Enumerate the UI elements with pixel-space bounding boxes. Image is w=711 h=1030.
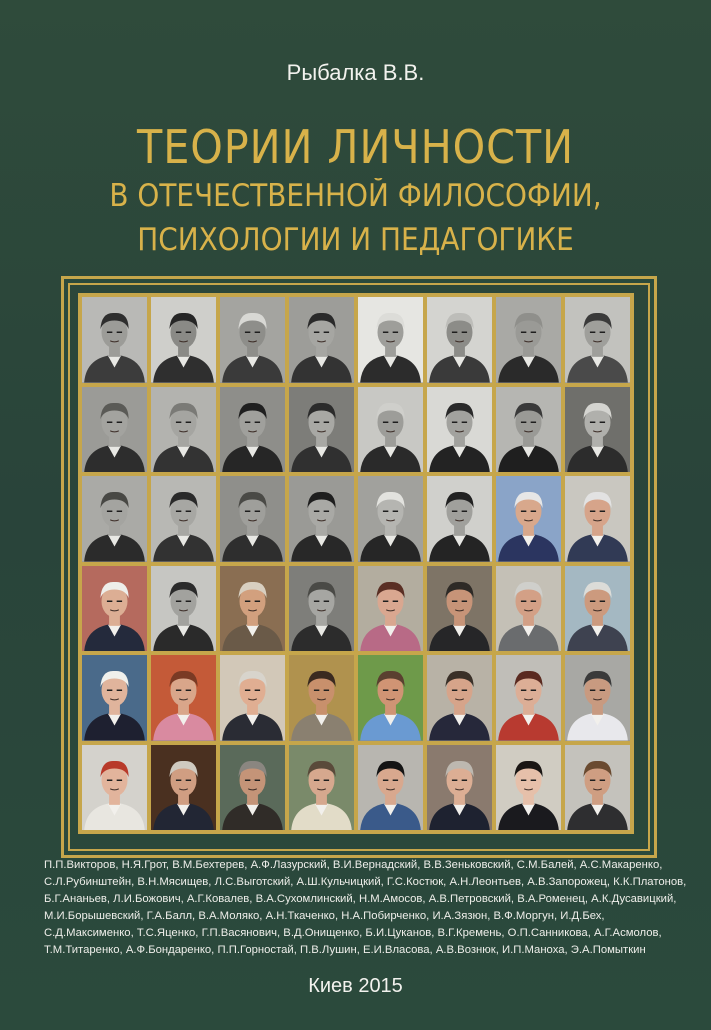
portrait-photo bbox=[220, 476, 285, 562]
portrait-image bbox=[151, 297, 216, 383]
portrait-image bbox=[220, 476, 285, 562]
portrait-photo bbox=[496, 297, 561, 383]
names-line: Т.М.Титаренко, А.Ф.Бондаренко, П.П.Горностай, П.В.Лушин, Е.И.Власова, А.В.Вознюк, И.П.Маноха, Э.А.Помыткин bbox=[44, 944, 646, 956]
portrait-photo bbox=[358, 387, 423, 473]
portrait-photo bbox=[427, 745, 492, 831]
portrait-photo bbox=[289, 387, 354, 473]
portrait-image bbox=[358, 476, 423, 562]
portrait-photo bbox=[289, 297, 354, 383]
book-subtitle-line-1: В ОТЕЧЕСТВЕННОЙ ФИЛОСОФИИ, bbox=[109, 178, 602, 214]
portrait-photo bbox=[289, 655, 354, 741]
portrait-image bbox=[565, 387, 630, 473]
portrait-photo bbox=[565, 745, 630, 831]
publication-place-year: Киев 2015 bbox=[308, 975, 403, 997]
portrait-image bbox=[82, 655, 147, 741]
portrait-image bbox=[496, 745, 561, 831]
portrait-image bbox=[358, 297, 423, 383]
portrait-photo bbox=[496, 476, 561, 562]
portrait-image bbox=[151, 655, 216, 741]
portrait-image bbox=[358, 566, 423, 652]
portrait-photo bbox=[565, 566, 630, 652]
portrait-photo bbox=[427, 566, 492, 652]
portrait-image bbox=[565, 566, 630, 652]
portrait-image bbox=[358, 387, 423, 473]
portrait-photo bbox=[220, 566, 285, 652]
portrait-image bbox=[220, 655, 285, 741]
portrait-image bbox=[427, 566, 492, 652]
names-list bbox=[44, 857, 687, 959]
portrait-photo bbox=[427, 297, 492, 383]
portrait-photo bbox=[565, 476, 630, 562]
portrait-photo bbox=[220, 297, 285, 383]
portrait-photo bbox=[358, 297, 423, 383]
portrait-image bbox=[496, 655, 561, 741]
portrait-image bbox=[289, 566, 354, 652]
portrait-image bbox=[151, 387, 216, 473]
author-name: Рыбалка В.В. bbox=[286, 60, 425, 85]
portrait-image bbox=[220, 745, 285, 831]
book-subtitle-line-2: ПСИХОЛОГИИ И ПЕДАГОГИКЕ bbox=[137, 222, 574, 258]
portrait-photo bbox=[220, 387, 285, 473]
portrait-photo bbox=[358, 655, 423, 741]
portrait-image bbox=[358, 745, 423, 831]
portrait-photo bbox=[427, 476, 492, 562]
names-line: Б.Г.Ананьев, Л.И.Божович, А.Г.Ковалев, В.А.Сухомлинский, Н.М.Амосов, А.В.Петровский, В.А.Роменец, А.К.Дусавицкий, bbox=[44, 893, 677, 905]
names-line: С.Д.Максименко, Т.С.Яценко, Г.П.Васянович, В.Д.Онищенко, Б.И.Цуканов, В.Г.Кремень, О.П.Санникова, А.Г.Асмолов, bbox=[44, 927, 662, 939]
portrait-photo bbox=[82, 387, 147, 473]
portrait-photo bbox=[151, 387, 216, 473]
portrait-image bbox=[289, 745, 354, 831]
portrait-image bbox=[427, 655, 492, 741]
portrait-photo bbox=[151, 476, 216, 562]
portrait-grid bbox=[78, 293, 634, 834]
portrait-image bbox=[82, 297, 147, 383]
portrait-image bbox=[289, 387, 354, 473]
portrait-image bbox=[220, 387, 285, 473]
portrait-image bbox=[496, 387, 561, 473]
portrait-photo bbox=[82, 745, 147, 831]
names-line: П.П.Викторов, Н.Я.Грот, В.М.Бехтерев, А.Ф.Лазурский, В.И.Вернадский, В.В.Зеньковский, С.М.Балей, А.С.Макаренко, bbox=[44, 859, 663, 871]
portrait-photo bbox=[565, 297, 630, 383]
portrait-image bbox=[151, 566, 216, 652]
portrait-photo bbox=[427, 655, 492, 741]
portrait-photo bbox=[82, 566, 147, 652]
portrait-photo bbox=[151, 745, 216, 831]
portrait-photo bbox=[289, 566, 354, 652]
portrait-photo bbox=[496, 566, 561, 652]
portrait-image bbox=[496, 297, 561, 383]
portrait-image bbox=[358, 655, 423, 741]
portrait-image bbox=[151, 745, 216, 831]
portrait-image bbox=[289, 655, 354, 741]
portrait-photo bbox=[496, 655, 561, 741]
portrait-image bbox=[496, 476, 561, 562]
portrait-photo bbox=[427, 387, 492, 473]
portrait-image bbox=[82, 476, 147, 562]
portrait-photo bbox=[220, 745, 285, 831]
portrait-photo bbox=[565, 387, 630, 473]
portrait-image bbox=[220, 297, 285, 383]
portrait-photo bbox=[82, 655, 147, 741]
portrait-image bbox=[565, 476, 630, 562]
portrait-image bbox=[289, 297, 354, 383]
portrait-photo bbox=[151, 566, 216, 652]
portrait-image bbox=[565, 297, 630, 383]
portrait-image bbox=[289, 476, 354, 562]
portrait-image bbox=[427, 745, 492, 831]
portrait-image bbox=[427, 476, 492, 562]
portrait-image bbox=[82, 387, 147, 473]
portrait-image bbox=[82, 745, 147, 831]
portrait-photo bbox=[496, 387, 561, 473]
portrait-photo bbox=[358, 745, 423, 831]
portrait-image bbox=[427, 297, 492, 383]
portrait-photo bbox=[220, 655, 285, 741]
portrait-image bbox=[82, 566, 147, 652]
portrait-photo bbox=[82, 297, 147, 383]
portrait-image bbox=[427, 387, 492, 473]
portrait-photo bbox=[358, 476, 423, 562]
portrait-photo bbox=[289, 476, 354, 562]
portrait-photo bbox=[565, 655, 630, 741]
book-title: ТЕОРИИ ЛИЧНОСТИ bbox=[137, 120, 574, 174]
portrait-photo bbox=[358, 566, 423, 652]
portrait-photo bbox=[496, 745, 561, 831]
portrait-image bbox=[496, 566, 561, 652]
portrait-photo bbox=[289, 745, 354, 831]
portrait-photo bbox=[151, 655, 216, 741]
portrait-image bbox=[151, 476, 216, 562]
portrait-image bbox=[565, 745, 630, 831]
portrait-image bbox=[565, 655, 630, 741]
names-line: С.Л.Рубинштейн, В.Н.Мясищев, Л.С.Выготский, А.Ш.Кульчицкий, Г.С.Костюк, А.Н.Леонтьев, А.В.Запорожец, К.К.Платонов, bbox=[44, 876, 687, 888]
portrait-photo bbox=[82, 476, 147, 562]
portrait-image bbox=[220, 566, 285, 652]
portrait-photo bbox=[151, 297, 216, 383]
names-line: М.И.Борышевский, Г.А.Балл, В.А.Моляко, А.Н.Ткаченко, Н.А.Побирченко, И.А.Зязюн, В.Ф.Моргун, И.Д.Бех, bbox=[44, 910, 605, 922]
